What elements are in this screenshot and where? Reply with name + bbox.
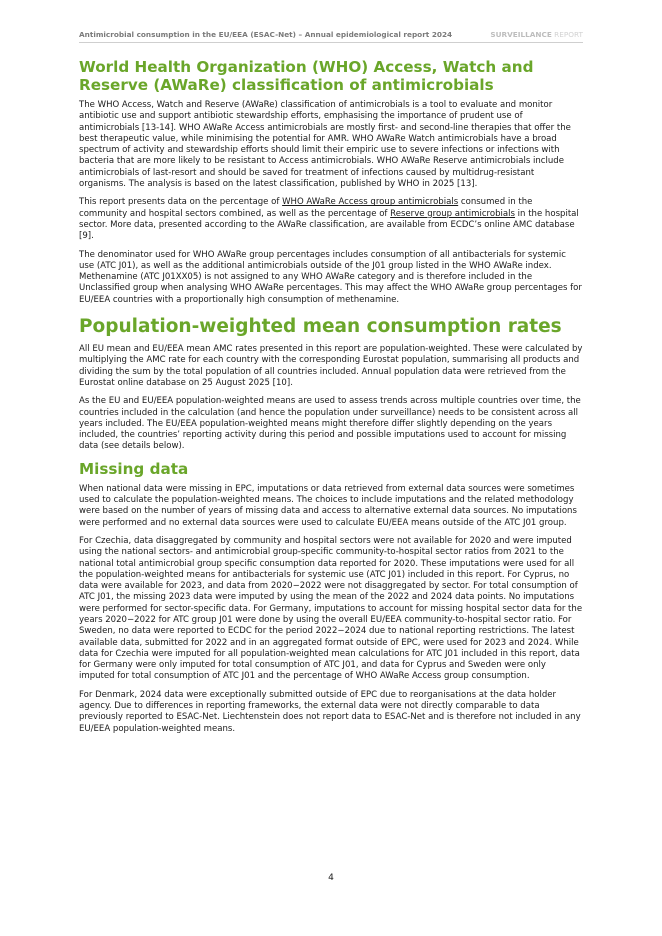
missing-paragraph-3: For Denmark, 2024 data were exceptionally submitted outside of EPC due to reorganisations at the data holder agency. Due to differences in reporting frameworks, the external data were not directly comparable to data previously reported to ESAC-Net. Liechtenstein does not report data to ESAC-Net and is therefore not included in any EU/EEA population-weighted means. [79,689,581,734]
reserve-group-link[interactable]: Reserve group antimicrobials [390,208,515,219]
aware-paragraph-3: The denominator used for WHO AWaRe group percentages includes consumption of all antibacterials for systemic use (ATC J01), as well as the additional antimicrobials outside of the J01 group listed in the WHO AWaRe index. Methenamine (ATC J01XX05) is not assigned to any WHO AWaRe category and is therefore included in the Unclassified group when analysing WHO AWaRe percentages. This may affect the WHO AWaRe group percentages for EU/EEA countries with a proportionally high consumption of methenamine. [79,249,582,305]
report-title: Antimicrobial consumption in the EU/EEA (ESAC-Net) – Annual epidemiological report 2024 [79,30,453,39]
aware-heading: World Health Organization (WHO) Access, Watch and Reserve (AWaRe) classification of antimicrobials [79,58,534,94]
aware-paragraph-2: This report presents data on the percentage of WHO AWaRe Access group antimicrobials consumed in the community and hospital sectors combined, as well as the percentage of Reserve group antimicrobials in the hospital sector. More data, presented according to the AWaRe classification, are available from ECDC’s online AMC database [9]. [79,197,579,242]
main-content [79,58,583,742]
page-number: 4 [328,873,334,883]
missing-data-heading: Missing data [79,459,189,478]
missing-paragraph-2: For Czechia, data disaggregated by community and hospital sectors were not available for 2020 and were imputed using the national sectors- and antimicrobial group-specific community-to-hospital sector ratios from 2021 to the national total antimicrobial group specific consumption data reported for 2020. These imputations were used for all the population-weighted means for antibacterials for systemic use (ATC J01) included in this report. For Cyprus, no data were available for 2023, and data from 2020−2022 were not disaggregated by sector. For total consumption of ATC J01, the missing 2023 data were imputed by using the mean of the 2022 and 2024 data points. No imputations were performed for sector-specific data. For Germany, imputations to account for missing hospital sector data for the years 2020−2022 for ATC group J01 were done by using the overall EU/EEA community-to-hospital sector ratio. For Sweden, no data were reported to ECDC for the period 2022−2024 due to national reporting restrictions. The latest available data, submitted for 2022 and in an aggregated format outside of EPC, were used for 2023 and 2024. While data for Czechia were imputed for all population-weighted mean calculations for ATC J01 included in this report, data for Germany were only imputed for total consumption of ATC J01, and data for Cyprus and Sweden were only imputed for total consumption of ATC J01 and the percentage of WHO AWaRe Access group consumption. [79,535,583,682]
missing-paragraph-1: When national data were missing in EPC, imputations or data retrieved from external data sources were sometimes used to calculate the population-weighted means. The choices to include imputations and the related methodology were based on the number of years of missing data and access to alternative external data sources. No imputations were performed and no external data sources were used to calculate EU/EEA means outside of the ATC J01 group. [79,483,577,528]
population-paragraph-2: As the EU and EU/EEA population-weighted means are used to assess trends across multiple countries over time, the countries included in the calculation (and hence the population under surveillance) needs to be consistent across all years included. The EU/EEA population-weighted means might therefore differ slightly depending on the years included, the countries’ reporting activity during this period and possible imputations used to account for missing data (see details below). [79,396,581,452]
surveillance-label: SURVEILLANCE REPORT [490,30,583,39]
population-paragraph-1: All EU mean and EU/EEA mean AMC rates presented in this report are population-weighted. These were calculated by multiplying the AMC rate for each country with the corresponding Eurostat population, summarising all products and dividing the sum by the total population of all countries included. Annual population data were retrieved from the Eurostat online database on 25 August 2025 [10]. [79,344,583,388]
population-weighted-heading: Population-weighted mean consumption rates [79,316,562,338]
aware-paragraph-1: The WHO Access, Watch and Reserve (AWaRe) classification of antimicrobials is a tool to evaluate and monitor antibiotic use and support antibiotic stewardship efforts, emphasising the importance of prudent use of antimicrobials [13-14]. WHO AWaRe Access antimicrobials are mostly first- and second-line therapies that offer the best therapeutic value, while minimising the potential for AMR. WHO AWaRe Watch antimicrobials have a broad spectrum of activity and stewardship efforts should limit their empiric use to severe infections or infections with bacteria that are more likely to be resistant to Access antimicrobials. WHO AWaRe Reserve antimicrobials include antimicrobials of last-resort and should be saved for treatment of infections caused by multidrug-resistant organisms. The analysis is based on the latest classification, published by WHO in 2025 [13]. [79,100,571,190]
access-group-link[interactable]: WHO AWaRe Access group antimicrobials [282,197,459,208]
page-header [79,30,583,43]
